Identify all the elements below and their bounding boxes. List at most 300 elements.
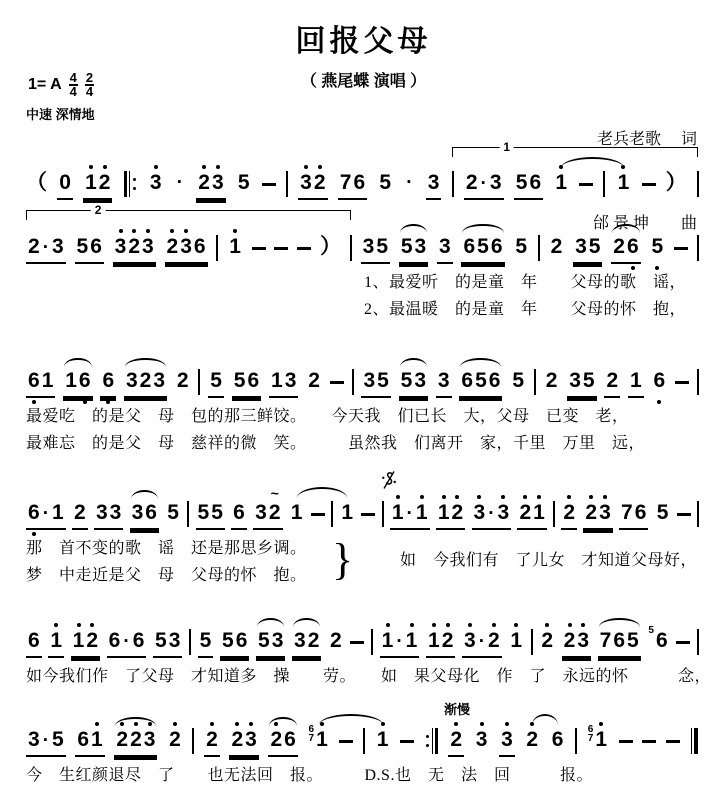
note: 1 (290, 501, 303, 524)
tie-arc (532, 714, 558, 725)
note: 2 (563, 629, 576, 652)
note: 2 (116, 728, 129, 751)
note-group (459, 368, 502, 398)
lyrics-line-right: 如 今我们有 了儿女 才知道父母好， (400, 552, 698, 569)
note-group (208, 368, 224, 398)
barline-stroke (691, 728, 692, 754)
note-group (153, 628, 182, 658)
note: 3 (599, 501, 611, 524)
note-group (380, 628, 420, 658)
note: 3 (153, 369, 166, 392)
note: 3 (109, 501, 122, 524)
dash-note (297, 247, 311, 250)
notes-row (26, 697, 701, 761)
composer-credit: 邰 景 坤 曲 (592, 215, 697, 232)
note: ~ 2 (268, 500, 282, 525)
barline (452, 171, 454, 197)
tempo-expression: 中速 深情地 (26, 107, 95, 122)
note: 1 (595, 728, 608, 751)
note: 1 (405, 629, 418, 652)
note: 2 (451, 501, 464, 524)
note: 2 (330, 629, 342, 652)
note-group (598, 628, 641, 658)
note: 3 (52, 235, 64, 258)
lyrics-line-1: 那 首不变的歌 谣 还是那思乡调。 (26, 540, 307, 557)
note-group (198, 628, 214, 658)
note: 3 (294, 629, 306, 652)
barline (187, 501, 189, 527)
note: 2 (526, 728, 539, 751)
note-group (83, 170, 112, 200)
tie-arc (561, 157, 624, 168)
note-group (165, 500, 181, 528)
note: 5 (379, 171, 392, 194)
note: 1 (376, 728, 389, 751)
lyrics-line-2: 最难忘 的是父 母 慈祥的微 笑。 虽然我 们离开 家，千里 万里 远， (26, 435, 646, 452)
system-3 (26, 342, 701, 456)
note-group (377, 170, 393, 198)
note: 7 (621, 501, 633, 524)
note: 1 (617, 171, 630, 194)
note: 6 (132, 629, 145, 652)
note-group (130, 500, 159, 530)
note: 3 (271, 629, 284, 652)
barline (697, 369, 699, 395)
note: 6 (247, 369, 260, 392)
note: 3 (464, 629, 476, 652)
note: 3 (414, 235, 427, 258)
note: 3 (501, 728, 513, 751)
note-group (124, 368, 167, 398)
note: 6 (235, 629, 248, 652)
note: 5 (199, 629, 212, 652)
note: 3 (245, 728, 257, 751)
note: 5 (627, 629, 639, 652)
barline (697, 235, 699, 261)
note-group (26, 500, 66, 530)
parenthesis: ） (665, 171, 687, 194)
note-group (517, 500, 546, 530)
parenthesis: ） (320, 235, 342, 258)
note: 6 (233, 501, 245, 524)
barline (575, 728, 577, 754)
barline (189, 629, 191, 655)
note: 6 (90, 235, 102, 258)
note: 3 (114, 235, 127, 258)
note-group (26, 727, 66, 757)
note: 1 (229, 235, 241, 258)
barline (697, 501, 699, 527)
note: 6 (653, 369, 666, 392)
note-group (562, 628, 591, 658)
dash-note (339, 740, 353, 743)
note: 3 (569, 369, 581, 392)
dash-note (350, 641, 364, 644)
note: 2 (98, 171, 111, 194)
notes-row (26, 140, 701, 204)
dash-note (262, 183, 276, 186)
barline-stroke (129, 171, 130, 197)
lyrics-line-2: 梦 中走近是父 母 父母的怀 抱。 (26, 567, 307, 584)
note: 3 (284, 369, 297, 392)
note: 5 (515, 235, 528, 258)
barline (603, 171, 605, 197)
grace-note: 7 (308, 733, 315, 744)
note: 6 (28, 369, 40, 392)
note-group (649, 234, 665, 262)
dash-note (642, 183, 656, 186)
note-group (63, 368, 92, 398)
barline (697, 171, 699, 197)
note: 2 (308, 369, 320, 392)
barline (350, 235, 352, 261)
note-group (75, 727, 104, 757)
barline-stroke (432, 728, 433, 754)
repeat-dots (426, 728, 429, 754)
barline-stroke (124, 171, 127, 197)
barline (553, 501, 555, 527)
note-group (269, 368, 298, 398)
note: 3 (473, 501, 486, 524)
system-6 (26, 697, 701, 787)
note: 2 (441, 629, 454, 652)
note: 3 (414, 369, 427, 392)
note: 1 (428, 629, 440, 652)
note: 6 (102, 369, 115, 392)
repeat-end (424, 727, 439, 754)
barline (697, 629, 699, 655)
barline (352, 369, 354, 395)
note-group (100, 368, 116, 398)
note: 5 (651, 235, 664, 258)
note-group (655, 500, 671, 528)
note: 1 (629, 369, 642, 392)
note-group (426, 628, 455, 658)
system-2 (26, 203, 701, 322)
note: 1 (41, 369, 54, 392)
note: 3 (437, 369, 450, 392)
note-group (48, 628, 64, 658)
note: 3 (577, 629, 590, 652)
note-group (253, 500, 282, 530)
note: 5 (258, 629, 270, 652)
note: 2 (270, 728, 283, 751)
augmentation-dot: · (480, 173, 487, 194)
note: 1 (415, 501, 428, 524)
note: 7 (599, 629, 612, 652)
note-group (583, 500, 612, 530)
barline (331, 501, 333, 527)
barline (286, 171, 288, 197)
augmentation-dot: · (396, 631, 403, 652)
note: 3 (575, 235, 587, 258)
note: 2 (169, 728, 181, 751)
note: 7 (339, 171, 352, 194)
note: 5 (377, 369, 389, 392)
notes-row (26, 466, 701, 534)
dash-note (675, 381, 689, 384)
tempo-mark: 渐慢 (444, 702, 471, 717)
note-group (196, 170, 225, 200)
augmentation-dot: · (42, 237, 50, 258)
note-group (361, 368, 390, 398)
note: 5 (167, 501, 179, 524)
repeat-dot (133, 178, 136, 181)
volta-bracket (452, 140, 698, 157)
note: 5 (656, 501, 669, 524)
note-group (462, 628, 502, 658)
note-group (619, 500, 648, 530)
note-group (587, 724, 609, 755)
note: 5 (210, 369, 222, 392)
note-group (472, 500, 512, 530)
grace-note: 5 (648, 625, 654, 636)
song-title: 回报父母 (295, 25, 432, 58)
note-group (514, 170, 543, 200)
time-signature-2 (85, 72, 94, 98)
note-group (289, 500, 305, 528)
note: 5 (197, 501, 210, 524)
note: 3 (211, 171, 224, 194)
note-group (616, 170, 632, 198)
note-group (204, 727, 220, 757)
note: 1 (85, 171, 97, 194)
note-group (436, 368, 452, 398)
note: 3 (300, 171, 312, 194)
note-group (231, 500, 247, 530)
note-group (448, 727, 464, 757)
note-group (499, 727, 515, 757)
note-group (229, 727, 258, 757)
note: 1 (341, 501, 354, 524)
lyrics-brace: } (332, 535, 354, 584)
note: 3 (28, 728, 40, 751)
note: 1 (50, 629, 63, 652)
note: 3 (363, 369, 376, 392)
time-signature-2-denominator: 4 (85, 84, 94, 99)
note: 2 (541, 629, 554, 652)
note-group (232, 368, 261, 398)
barline (192, 728, 194, 754)
note-group (561, 500, 577, 530)
note: 2 (545, 369, 558, 392)
dash-note (677, 513, 691, 516)
note: 5 (400, 235, 413, 258)
note-group (510, 368, 526, 396)
note: 2 (128, 235, 141, 258)
note-group (256, 628, 285, 658)
note: 1 (271, 369, 283, 392)
grace-notes (648, 626, 654, 635)
note: 3 (427, 171, 440, 194)
volta-number: 1 (499, 140, 514, 154)
note: 3 (439, 235, 451, 258)
note-group (611, 234, 640, 264)
parenthesis: （ (26, 171, 47, 194)
note-group (328, 628, 344, 656)
note: 1 (381, 629, 394, 652)
note: 6 (634, 501, 647, 524)
grace-note: 6 (308, 724, 315, 735)
note: 5 (233, 369, 246, 392)
note-group (148, 170, 164, 198)
time-signature-2-numerator: 2 (85, 70, 94, 85)
note-group (306, 368, 322, 396)
grace-notes (309, 725, 315, 743)
note-group (553, 170, 569, 198)
note: 3 (125, 369, 138, 392)
note: 6 (28, 629, 40, 652)
note: 5 (222, 629, 234, 652)
note: 5 (582, 369, 595, 392)
note: 3 (149, 171, 162, 194)
augmentation-dot: · (42, 503, 50, 524)
system-5 (26, 602, 712, 689)
note: 6 (193, 235, 206, 258)
dash-note (676, 641, 690, 644)
note-group (604, 368, 620, 398)
note-group (167, 727, 183, 755)
barline (382, 501, 384, 527)
note: 2 (450, 728, 463, 751)
note: 6 (353, 171, 366, 194)
note: 1 (91, 728, 103, 751)
note: 2 (465, 171, 478, 194)
note-group (375, 727, 391, 755)
note: 5 (512, 369, 524, 392)
note: 5 (588, 235, 601, 258)
note-group (567, 368, 596, 398)
barline (534, 369, 536, 395)
note: 2 (130, 728, 142, 751)
key-signature (28, 72, 94, 98)
note: 1 (52, 501, 64, 524)
lyrics-line-1: 今 生红颜退尽 了 也无法回 报。 D.S.也 无 法 回 报。 (26, 767, 593, 784)
note: 2 (139, 369, 152, 392)
note-group (573, 234, 602, 264)
note-group (524, 727, 540, 755)
note-group (57, 170, 73, 200)
note: 5 (76, 235, 89, 258)
note: 6 (655, 629, 668, 652)
note-group (26, 234, 66, 264)
notes-row (26, 203, 701, 268)
repeat-dot (133, 187, 136, 190)
lyricist-credit: 老兵老歌 词 (596, 131, 697, 148)
note: 3 (362, 235, 375, 258)
note: 5 (515, 171, 528, 194)
note-group (647, 625, 669, 656)
note: 1 (72, 629, 85, 652)
note: 1 (65, 369, 77, 392)
note: 3 (142, 235, 154, 258)
dash-note (674, 247, 688, 250)
note: 3 (143, 728, 156, 751)
note-group (292, 628, 321, 658)
note: 3 (180, 235, 192, 258)
note: 1 (533, 501, 545, 524)
note-group (508, 628, 524, 656)
note-group (236, 170, 252, 198)
time-signature-1-denominator: 4 (69, 84, 77, 99)
note: 2 (313, 171, 326, 194)
note: 2 (585, 501, 598, 524)
note: 5 (477, 235, 489, 258)
note: 6 (77, 728, 90, 751)
note-group (550, 727, 566, 755)
lyrics-line-1: 1、最爱听 的是童 年 父母的歌 谣， (364, 274, 687, 291)
note: 1 (555, 171, 568, 194)
system-4 (26, 466, 701, 588)
note: 6 (529, 171, 542, 194)
dash-note (274, 247, 288, 250)
note-group (268, 727, 297, 757)
note-group (26, 628, 42, 658)
note: 1 (510, 629, 523, 652)
note: 6 (78, 369, 91, 392)
note: 3 (95, 501, 108, 524)
note: 6 (626, 235, 639, 258)
note-group (513, 234, 529, 262)
grace-note: 6 (587, 724, 594, 735)
barline-stroke (435, 728, 438, 754)
performer-subtitle: （ 燕尾蝶 演唱 ） (300, 73, 427, 90)
note-group (436, 500, 465, 530)
note-group (628, 368, 644, 398)
note-group (26, 368, 55, 398)
note: 5 (237, 171, 250, 194)
dash-note (311, 513, 325, 516)
grace-note: 7 (587, 733, 594, 744)
key-prefix: 1= A (28, 76, 62, 93)
notes-row (26, 602, 701, 662)
barline (216, 235, 218, 261)
note-group (464, 170, 504, 200)
lyrics-line-2: 2、最温暖 的是童 年 父母的怀 抱， (364, 301, 687, 318)
note-group (220, 628, 249, 658)
note-group (399, 368, 428, 398)
note-group (75, 234, 104, 264)
note-group (338, 170, 367, 200)
tie-arc (297, 487, 347, 498)
repeat-dots (133, 171, 136, 197)
note: 2 (563, 501, 576, 524)
note: 2 (206, 728, 218, 751)
note-group (399, 234, 428, 264)
augmentation-dot: · (176, 172, 184, 193)
notes-row (26, 342, 701, 402)
note: 2 (73, 501, 86, 524)
note-group (461, 234, 504, 264)
note: 2 (613, 235, 625, 258)
dash-note (642, 740, 656, 743)
note: 5 (475, 369, 487, 392)
score (26, 140, 712, 787)
note: 5 (155, 629, 167, 652)
note: 3 (475, 728, 488, 751)
dash-note (619, 740, 633, 743)
note: 3 (497, 501, 510, 524)
note-group (165, 234, 208, 264)
note: 2 (231, 728, 244, 751)
note: 6 (488, 369, 501, 392)
note-group (113, 234, 156, 264)
grace-notes (588, 725, 594, 743)
augmentation-dot: · (488, 503, 495, 524)
note: 2 (519, 501, 532, 524)
dash-note (361, 513, 375, 516)
augmentation-dot: · (406, 172, 413, 193)
